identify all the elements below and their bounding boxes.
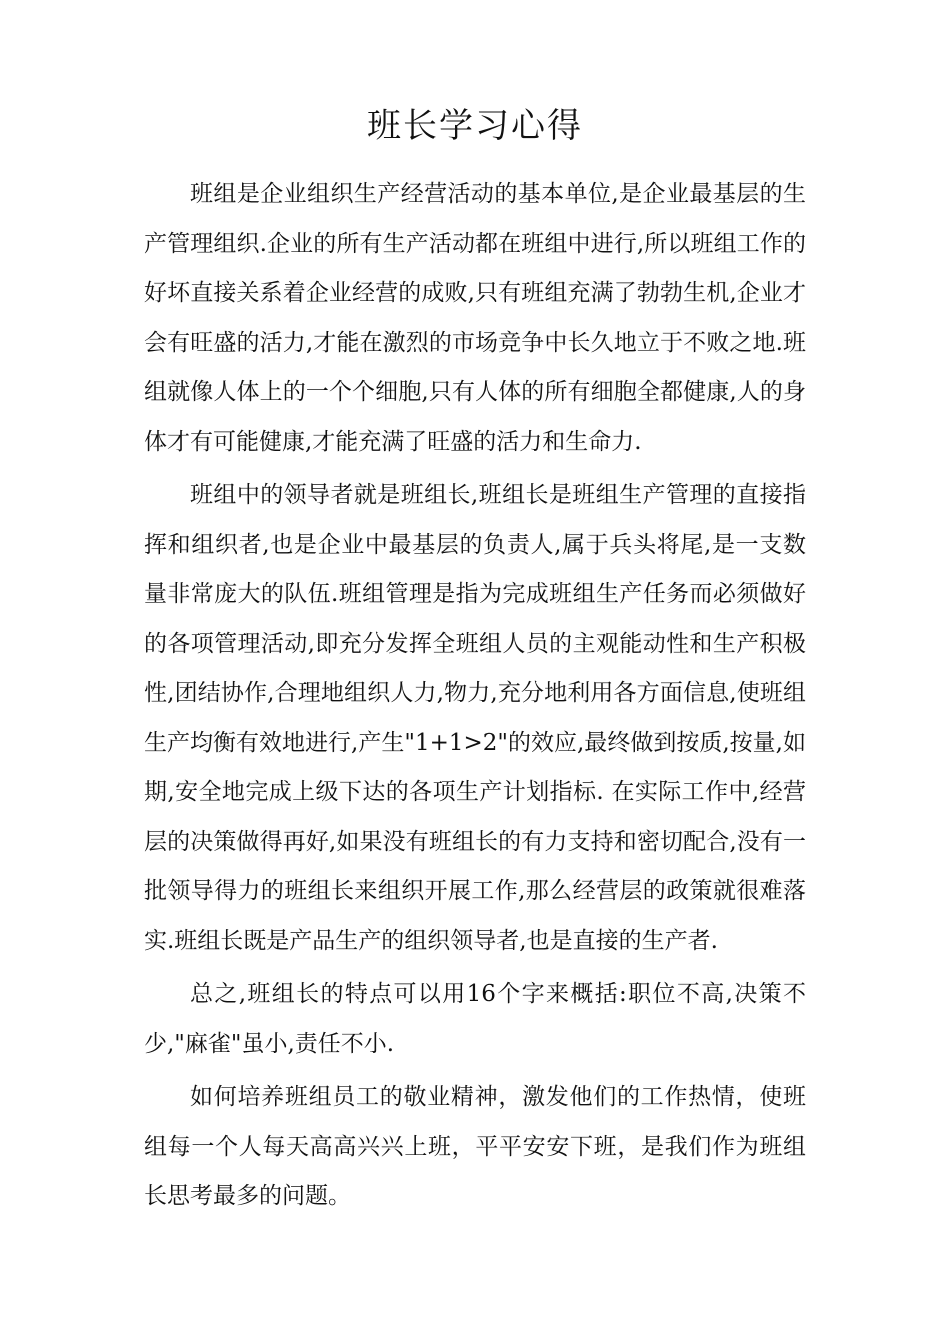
paragraph-1: 班组是企业组织生产经营活动的基本单位,是企业最基层的生产管理组织.企业的所有生产活动都在班组中进行,所以班组工作的好坏直接关系着企业经营的成败,只有班组充满了勃勃生机,企业才会有旺盛的活力,才能在激烈的市场竞争中长久地立于不败之地.班组就像人体上的一个个细胞,只有人体的所有细胞全都健康,人的身体才有可能健康,才能充满了旺盛的活力和生命力. (144, 181, 806, 455)
document-title: 班长学习心得 (367, 106, 583, 146)
paragraph-3: 总之,班组长的特点可以用16个字来概括:职位不高,决策不少,"麻雀"虽小,责任不小. (144, 981, 806, 1057)
paragraph-4: 如何培养班组员工的敬业精神，激发他们的工作热情，使班组每一个人每天高高兴兴上班，平平安安下班，是我们作为班组长思考最多的问题。 (144, 1084, 806, 1209)
paragraph-2: 班组中的领导者就是班组长,班组长是班组生产管理的直接指挥和组织者,也是企业中最基层的负责人,属于兵头将尾,是一支数量非常庞大的队伍.班组管理是指为完成班组生产任务而必须做好的各项管理活动,即充分发挥全班组人员的主观能动性和生产积极性,团结协作,合理地组织人力,物力,充分地利用各方面信息,使班组生产均衡有效地进行,产生"1+1>2"的效应,最终做到按质,按量,如期,安全地完成上级下达的各项生产计划指标. 在实际工作中,经营层的决策做得再好,如果没有班组长的有力支持和密切配合,没有一批领导得力的班组长来组织开展工作,那么经营层的政策就很难落实.班组长既是产品生产的组织领导者,也是直接的生产者. (144, 482, 806, 954)
